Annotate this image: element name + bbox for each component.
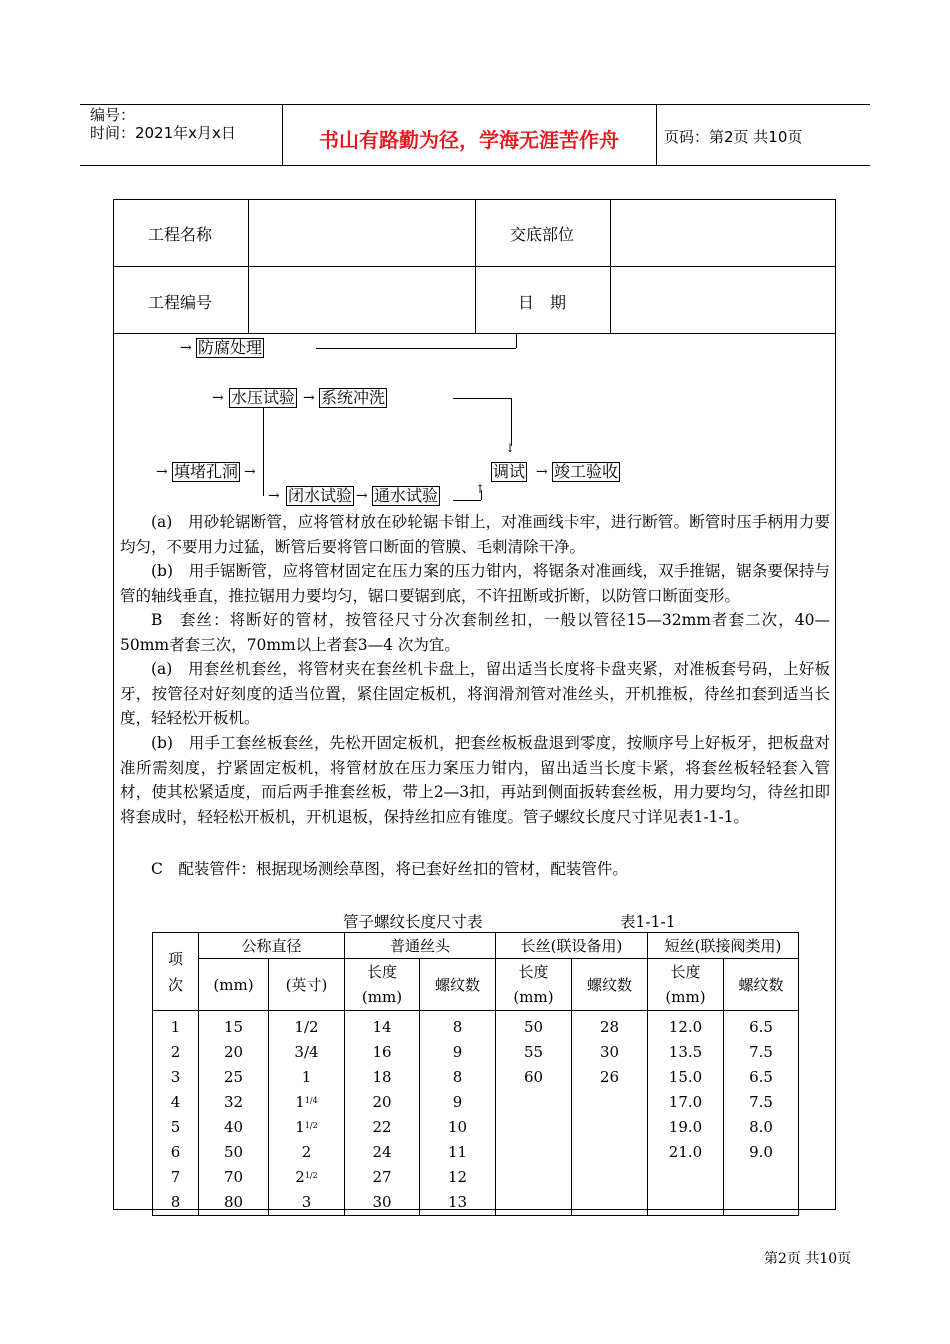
thread-length-table [152,932,799,1216]
fraction-superscript: 1/2 [304,1121,318,1130]
header-top-rule [80,104,870,105]
table-cell: 80 [223,1193,244,1211]
table-cell: 13 [447,1193,468,1211]
header-nominal-dia: 公称直径 [199,933,345,959]
table-cell [724,1165,798,1190]
arrow-right-icon: → [356,488,368,504]
flow-connector [453,398,511,399]
paragraph: C 配装管件：根据现场测绘草图，将已套好丝扣的管材，配装管件。 [151,860,628,878]
arrow-right-icon: → [156,464,168,480]
table-cell: 60 [523,1068,544,1086]
header-item-no [153,933,199,1011]
header-meta [90,106,236,142]
table-cell: 8 [170,1193,181,1211]
table-cell [496,1090,571,1115]
table-body-row [153,1011,799,1216]
flow-box-pressure-test: 水压试验 [231,388,296,407]
table-cell: 9 [452,1043,463,1061]
table-cell: 28 [599,1018,620,1036]
header-inch: (英寸) [269,959,345,1011]
column-long-count [572,1011,648,1216]
table-cell: 70 [223,1168,244,1186]
table-cell [648,1165,723,1190]
info-col-divider [475,199,476,333]
table-cell: 21.0 [668,1143,703,1161]
table-cell [496,1190,571,1215]
table-cell: 11 [447,1143,468,1161]
table-cell: 24 [372,1143,392,1161]
table-cell: 30 [599,1043,620,1061]
table-cell: 55 [523,1043,544,1061]
table-cell: 40 [223,1118,244,1136]
header-mm: (mm) [199,959,269,1011]
table-cell [496,1165,571,1190]
flow-box-flow-test: 通水试验 [374,486,439,505]
table-cell [572,1115,647,1140]
header-bottom-rule [80,165,870,166]
column-long-length [496,1011,572,1216]
table-cell: 26 [599,1068,620,1086]
flow-box-closed-water-test: 闭水试验 [288,486,353,505]
arrow-right-icon: → [180,340,192,356]
table-cell: 8 [452,1068,463,1086]
table-cell: 12.0 [668,1018,703,1036]
paragraph: (a) 用套丝机套丝，将管材夹在套丝机卡盘上，留出适当长度将卡盘夹紧，对准板套号码，上好板牙，按管径对好刻度的适当位置，紧住固定板机，将润滑剂管对准丝头，开机推板，待丝扣套到适当长度，轻轻松开板机。 [120,660,830,727]
table-cell: 2 [170,1043,181,1061]
header-length-unit: (mm) [361,987,403,1006]
paragraph: (b) 用手锯断管，应将管材固定在压力案的压力钳内，将锯条对准画线，双手推锯，锯条要保持与管的轴线垂直，推拉锯用力要均匀，锯口要锯到底，不许扭断或折断，以防管口断面变形。 [120,562,830,605]
paragraph: (b) 用手工套丝板套丝，先松开固定板机，把套丝板板盘退到零度，按顺序号上好板牙，把板盘对准所需刻度，拧紧固定板机，将管材放在压力案压力钳内，留出适当长度卡紧，将套丝板轻轻套入管材，使其松紧适度，而后两手推套丝板，带上2—3扣，再站到侧面扳转套丝板，用力要均匀，待丝扣即将套成时，轻轻松开板机，开机退板，保持丝扣应有锥度。管子螺纹长度尺寸详见表1-1-1。 [120,734,830,826]
table-cell: 15.0 [668,1068,703,1086]
table-cell: 22 [372,1118,392,1136]
table-cell: 9 [452,1093,463,1111]
table-cell [496,1140,571,1165]
paragraph: (a) 用砂轮锯断管，应将管材放在砂轮锯卡钳上，对准画线卡牢，进行断管。断管时压手柄用力要均匀，不要用力过猛，断管后要将管口断面的管膜、毛刺清除干净。 [120,513,830,556]
table-cell: $2^{1/2}$ [295,1168,318,1186]
table-cell: $1^{1/4}$ [295,1093,318,1111]
table-title: 管子螺纹长度尺寸表 [343,913,483,931]
table-cell [648,1190,723,1215]
arrow-right-icon: → [212,390,224,406]
project-code-label: 工程编号 [148,293,213,312]
arrow-right-icon: → [268,488,280,504]
table-cell: 5 [170,1118,181,1136]
header-length-text: 长度 [670,962,701,981]
table-cell: 19.0 [668,1118,703,1136]
table-cell: 7.5 [749,1043,773,1061]
date-label: 日 期 [518,293,567,312]
table-cell: 3 [301,1193,312,1211]
table-cell: 8 [452,1018,463,1036]
table-cell: 7 [170,1168,181,1186]
table-cell: 14 [372,1018,392,1036]
table-number: 表1-1-1 [620,913,676,931]
flow-box-anticorrosion: 防腐处理 [198,338,263,357]
flow-connector [316,348,516,349]
flow-connector [263,408,264,496]
info-col-divider [248,199,249,333]
flow-connector [511,398,512,446]
fraction-superscript: 1/2 [304,1171,318,1180]
fraction-superscript: 1/4 [304,1096,318,1105]
table-cell: 6 [170,1143,181,1161]
code-label: 编号： [90,106,136,124]
table-cell: 20 [372,1093,392,1111]
table-cell [572,1165,647,1190]
column-inch [269,1011,345,1216]
table-cell: 27 [372,1168,392,1186]
handover-part-label: 交底部位 [510,225,575,244]
header-normal-count: 螺纹数 [420,959,496,1011]
header-short-thread: 短丝(联接阀类用) [648,933,799,959]
table-cell: 18 [372,1068,392,1086]
column-normal-length [345,1011,420,1216]
table-cell: 8.0 [749,1118,773,1136]
flow-box-debug: 调试 [493,462,526,481]
paragraph: B 套丝：将断好的管材，按管径尺寸分次套制丝扣，一般以管径15—32mm者套二次，40—50mm者套三次，70mm以上者套3—4 次为宜。 [120,611,830,654]
table-cell: $1^{1/2}$ [295,1118,318,1136]
info-row-divider [113,333,836,334]
table-cell: 17.0 [668,1093,703,1111]
header-length-text: 长度 [518,962,549,981]
table-cell [572,1190,647,1215]
table-cell: 50 [223,1143,244,1161]
table-cell: 12 [447,1168,468,1186]
table-cell: 1 [170,1018,181,1036]
header-page-number: 页码：第2页 共10页 [664,128,803,146]
column-mm [199,1011,269,1216]
table-cell [572,1140,647,1165]
arrow-right-icon: → [244,464,256,480]
flow-connector [453,500,481,501]
table-cell: 20 [223,1043,244,1061]
arrow-right-icon: → [536,464,548,480]
header-length-unit: (mm) [513,987,554,1006]
table-cell: 7.5 [749,1093,773,1111]
table-cell: 10 [447,1118,468,1136]
table-cell: 30 [372,1193,392,1211]
flow-connector [516,334,517,348]
table-cell: 6.5 [749,1018,773,1036]
time-label: 时间：2021年x月x日 [90,124,236,142]
table-cell: 9.0 [749,1143,773,1161]
header-divider [656,104,657,165]
header-motto: 书山有路勤为径，学海无涯苦作舟 [319,128,619,152]
header-short-length [648,959,724,1011]
header-normal-length [345,959,420,1011]
arrow-up-icon: ↑ [475,482,486,496]
header-long-length [496,959,572,1011]
project-name-label: 工程名称 [148,225,213,244]
arrow-down-icon: ↓ [505,441,516,455]
footer-page-number: 第2页 共10页 [764,1251,852,1267]
header-long-thread: 长丝(联设备用) [496,933,648,959]
table-cell: 1 [301,1068,312,1086]
flow-box-acceptance: 竣工验收 [554,462,619,481]
table-cell [496,1115,571,1140]
table-cell: 3 [170,1068,181,1086]
column-short-count [724,1011,799,1216]
table-cell: 25 [223,1068,244,1086]
table-cell: 1/2 [294,1018,319,1036]
table-cell: 16 [372,1043,392,1061]
table-cell: 3/4 [294,1043,319,1061]
info-col-divider [610,199,611,333]
header-item-no-text: 项次 [168,949,184,994]
flow-box-flush: 系统冲洗 [321,388,386,407]
table-cell: 6.5 [749,1068,773,1086]
table-cell: 13.5 [668,1043,703,1061]
column-item-no [153,1011,199,1216]
table-cell: 50 [523,1018,544,1036]
table-cell: 2 [301,1143,312,1161]
table-cell: 15 [223,1018,244,1036]
column-short-length [648,1011,724,1216]
column-normal-count [420,1011,496,1216]
arrow-right-icon: → [303,390,315,406]
header-normal-thread: 普通丝头 [345,933,496,959]
table-cell [724,1190,798,1215]
header-short-count: 螺纹数 [724,959,799,1011]
header-length-text: 长度 [366,962,397,981]
table-cell: 4 [170,1093,181,1111]
table-cell [572,1090,647,1115]
flow-box-fill-holes: 填堵孔洞 [174,462,239,481]
header-long-count: 螺纹数 [572,959,648,1011]
header-length-unit: (mm) [665,987,706,1006]
table-cell: 32 [223,1093,244,1111]
